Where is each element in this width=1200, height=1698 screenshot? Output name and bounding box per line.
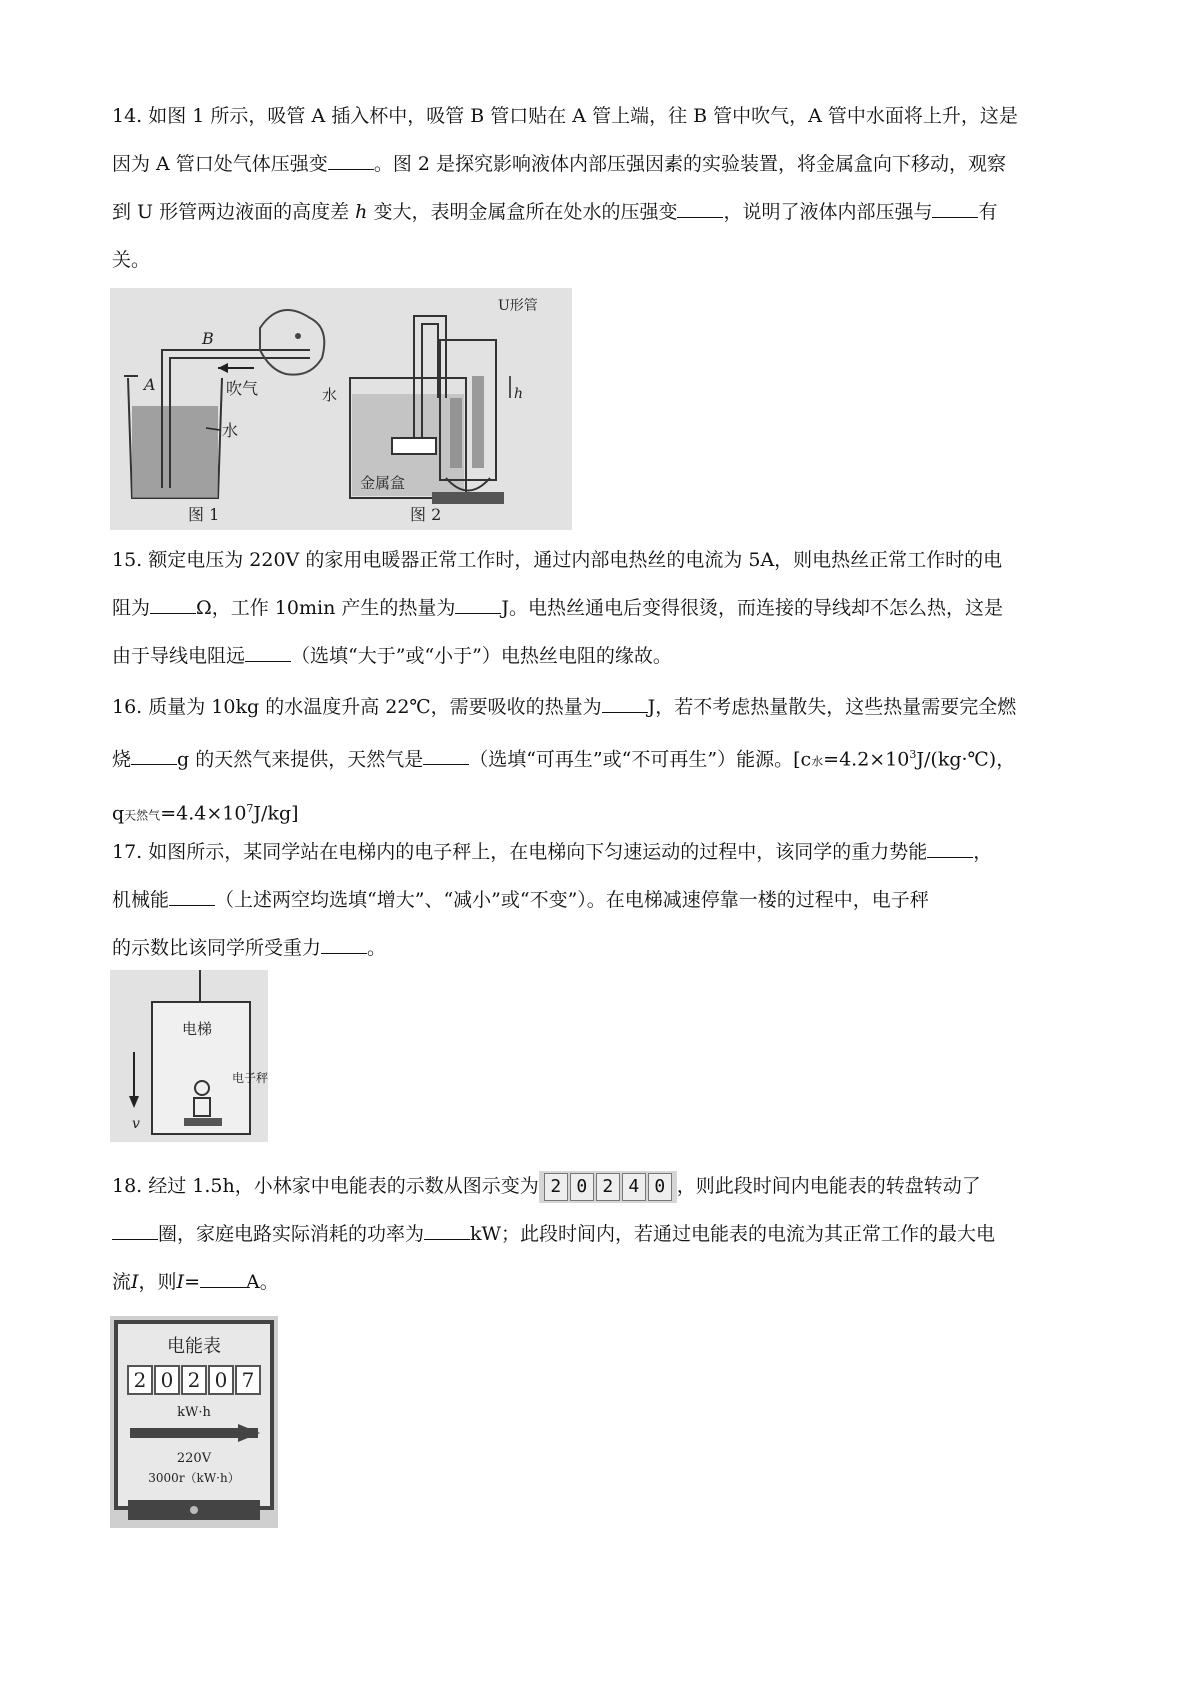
q16-line2: 烧 g 的天然气来提供，天然气是 （选填“可再生”或“不可再生”）能源。[c水$=4.2\times 10^3J/(kg\cdot℃)$， — [112, 748, 1016, 771]
meter-voltage: 220V — [176, 1451, 212, 1466]
q18-line1: 18. 经过 1.5h，小林家中电能表的示数从图示变为 2 0 2 4 0 ，则此段时间内电能表的转盘转动了 — [112, 1162, 1102, 1210]
q18-line3: 流I，则I= A。 — [112, 1271, 279, 1293]
q17-line2: 机械能 （上述两空均选填“增大”、“减小”或“不变”）。在电梯减速停靠一楼的过程中，电子秤 — [112, 889, 929, 911]
answer-blank[interactable] — [455, 595, 501, 614]
answer-blank[interactable] — [150, 595, 196, 614]
electricity-meter-figure — [110, 1316, 278, 1528]
label-water2: 水 — [322, 386, 338, 404]
inline-meter-reading: 2 0 2 4 0 — [539, 1171, 677, 1203]
q15-line3: 由于导线电阻远 （选填“大于”或“小于”）电热丝电阻的缘故。 — [112, 645, 672, 667]
label-v: v — [132, 1116, 140, 1132]
q14-line2: 因为 A 管口处气体压强变 。图 2 是探究影响液体内部压强因素的实验装置，将金属盒向下移动，观察 — [112, 153, 1006, 175]
svg-text:2: 2 — [133, 1368, 147, 1392]
answer-blank[interactable] — [602, 694, 648, 713]
question-17 — [112, 828, 1102, 972]
label-h: h — [514, 386, 524, 402]
question-18 — [112, 1162, 1102, 1306]
q17-line1: 17. 如图所示，某同学站在电梯内的电子秤上，在电梯向下匀速运动的过程中，该同学的重力势能 ， — [112, 841, 993, 863]
answer-blank[interactable] — [245, 643, 291, 662]
label-elevator: 电梯 — [182, 1020, 213, 1038]
label-b: B — [202, 329, 214, 348]
label-blow: 吹气 — [226, 379, 259, 398]
answer-blank[interactable] — [200, 1269, 246, 1288]
svg-text:7: 7 — [241, 1368, 255, 1392]
q15-line2: 阻为 Ω，工作 10min 产生的热量为 J。电热丝通电后变得很烫，而连接的导线却不怎么热，这是 — [112, 597, 1003, 619]
answer-blank[interactable] — [927, 839, 973, 858]
answer-blank[interactable] — [321, 935, 367, 954]
label-water: 水 — [222, 421, 239, 440]
label-scale: 电子秤 — [232, 1071, 268, 1085]
answer-blank[interactable] — [423, 746, 469, 765]
q18-line2: 圈，家庭电路实际消耗的功率为 kW；此段时间内，若通过电能表的电流为其正常工作的最大电 — [112, 1210, 1102, 1258]
question-16 — [112, 683, 1102, 840]
label-u-tube: U形管 — [498, 298, 538, 314]
q15-line1: 15. 额定电压为 220V 的家用电暖器正常工作时，通过内部电热丝的电流为 5A，则电热丝正常工作时的电 — [112, 549, 1003, 571]
answer-blank[interactable] — [932, 199, 978, 218]
q14-figure — [110, 288, 572, 530]
svg-text:0: 0 — [214, 1368, 228, 1392]
meter-rate: 3000r（kW·h） — [148, 1471, 240, 1485]
answer-blank[interactable] — [424, 1221, 470, 1240]
meter-digits — [128, 1366, 260, 1394]
meter-title: 电能表 — [167, 1336, 221, 1357]
answer-blank[interactable] — [169, 887, 215, 906]
q14-line1: 14. 如图 1 所示，吸管 A 插入杯中，吸管 B 管口贴在 A 管上端，往 B 管中吹气，A 管中水面将上升，这是 — [112, 105, 1018, 127]
q14-line4: 关。 — [112, 249, 151, 271]
q14-line3: 到 U 形管两边液面的高度差 h 变大，表明金属盒所在处水的压强变 ，说明了液体内部压强与 有 — [112, 201, 998, 223]
svg-text:2: 2 — [187, 1368, 201, 1392]
caption-2: 图 2 — [410, 505, 442, 524]
q17-line3: 的示数比该同学所受重力 。 — [112, 937, 387, 959]
answer-blank[interactable] — [328, 151, 374, 170]
q17-figure — [110, 970, 268, 1142]
label-box: 金属盒 — [360, 474, 406, 492]
label-a: A — [144, 375, 156, 394]
caption-1: 图 1 — [188, 505, 220, 524]
q16-line1: 16. 质量为 10kg 的水温度升高 22℃，需要吸收的热量为 J，若不考虑热量散失，这些热量需要完全燃 — [112, 696, 1017, 718]
q16-line3: q天然气$=4.4\times 10^7J/kg$] — [112, 802, 299, 825]
answer-blank[interactable] — [131, 746, 177, 765]
answer-blank[interactable] — [112, 1221, 158, 1240]
svg-text:0: 0 — [160, 1368, 174, 1392]
answer-blank[interactable] — [677, 199, 723, 218]
question-15 — [112, 536, 1102, 680]
meter-unit: kW·h — [177, 1405, 211, 1420]
question-14 — [112, 92, 1102, 284]
